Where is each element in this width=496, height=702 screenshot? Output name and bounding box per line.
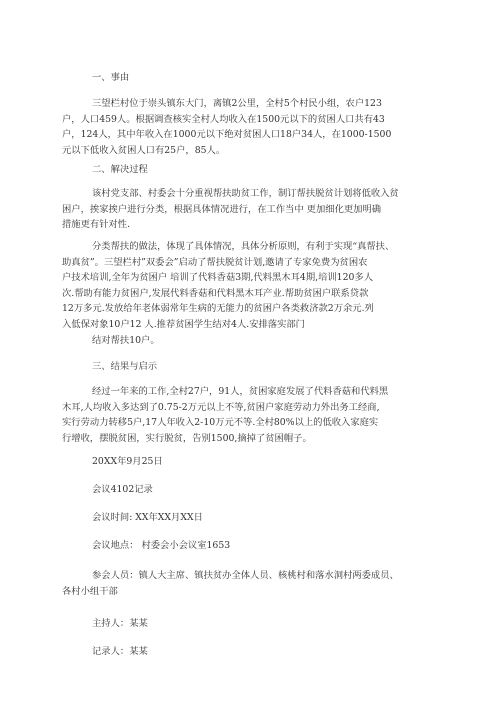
text-line: 经过一年来的工作,全村27户，91人，贫困家庭发展了代料香菇和代料黑 [92, 386, 389, 397]
meeting-time: 会议时间: XX年XX月XX日 [92, 512, 203, 523]
section2-paragraph-3: 结对帮扶10户。 [92, 335, 160, 346]
text-line: 户，124人，其中年收入在1000元以下绝对贫困人口18户34人，在1000-1500 [62, 129, 392, 140]
text-line: 参会人员：镇人大主席、镇扶贫办全体人员、核桃村和落水洞村两委成员、 [92, 570, 399, 581]
text-line: 三望栏村位于崇头镇东大门，离镇2公里，全村5个村民小组，农户123 [92, 98, 382, 109]
section1-heading: 一、事由 [92, 72, 130, 83]
recorder: 记录人：某某 [92, 646, 148, 657]
text-line: 分类帮扶的做法，体现了具体情况，具体分析原则，有利于实现“真帮扶、 [92, 241, 395, 252]
text-line: 困户，挨家挨户进行分类，根据具体情况进行，在工作当中 更加细化更加明确 [62, 203, 382, 215]
text-line: 该村党支部、村委会十分重视帮扶助贫工作，制订帮扶脱贫计划将低收入贫 [92, 188, 399, 199]
attendees [62, 568, 434, 599]
text-line: 户技术培训,全年为贫困户 培训了代料香菇3期,代料黑木耳4期,培训120多人 [62, 272, 374, 283]
meeting-place: 会议地点： 村委会小会议室1653 [92, 540, 231, 551]
text-line: 木耳,人均收入多达到了0.75-2万元以上不等,贫困户家庭劳动力外出务工经商, [62, 401, 380, 413]
date-line: 20XX年9月25日 [92, 456, 163, 467]
text-line: 次.帮助有能力贫困户,发展代料香菇和代料黑木耳产业.帮助贫困户联系贷款 [62, 287, 369, 299]
text-line: 实行劳动力转移5户,17人年收入2-10万元不等.全村80%以上的低收入家庭实 [62, 417, 379, 428]
text-line: 元以下低收入贫困人口有25户，85人。 [62, 144, 226, 156]
text-line: 措施更有针对性. [62, 219, 131, 230]
section3-heading: 三、结果与启示 [92, 361, 158, 372]
section1-paragraph [62, 96, 434, 158]
section2-paragraph-1 [62, 186, 434, 233]
record-title: 会议4102记录 [92, 484, 153, 495]
text-line: 入低保对象10户12 人.推荐贫困学生结对4人.安排落实部门 [62, 318, 305, 330]
text-line: 户，人口459人。根据调查核实全村人均收入在1500元以下的贫困人口共有43 [62, 113, 385, 125]
text-line: 各村小组干部 [62, 585, 118, 597]
text-line: 助真贫”。三望栏村”双委会”启动了帮扶脱贫计划,邀请了专家免费为贫困农 [62, 256, 368, 268]
text-line: 12万多元.发放给年老体弱常年生病的无能力的贫困户各类救济款2万余元.列 [62, 303, 374, 314]
section3-paragraph [62, 384, 434, 446]
section2-heading: 二、解决过程 [92, 164, 148, 175]
text-line: 行增收，摆脱贫困，实行脱贫，告别1500,摘掉了贫困帽子。 [62, 432, 312, 444]
section2-paragraph-2 [62, 239, 434, 332]
host: 主持人：某某 [92, 618, 148, 629]
